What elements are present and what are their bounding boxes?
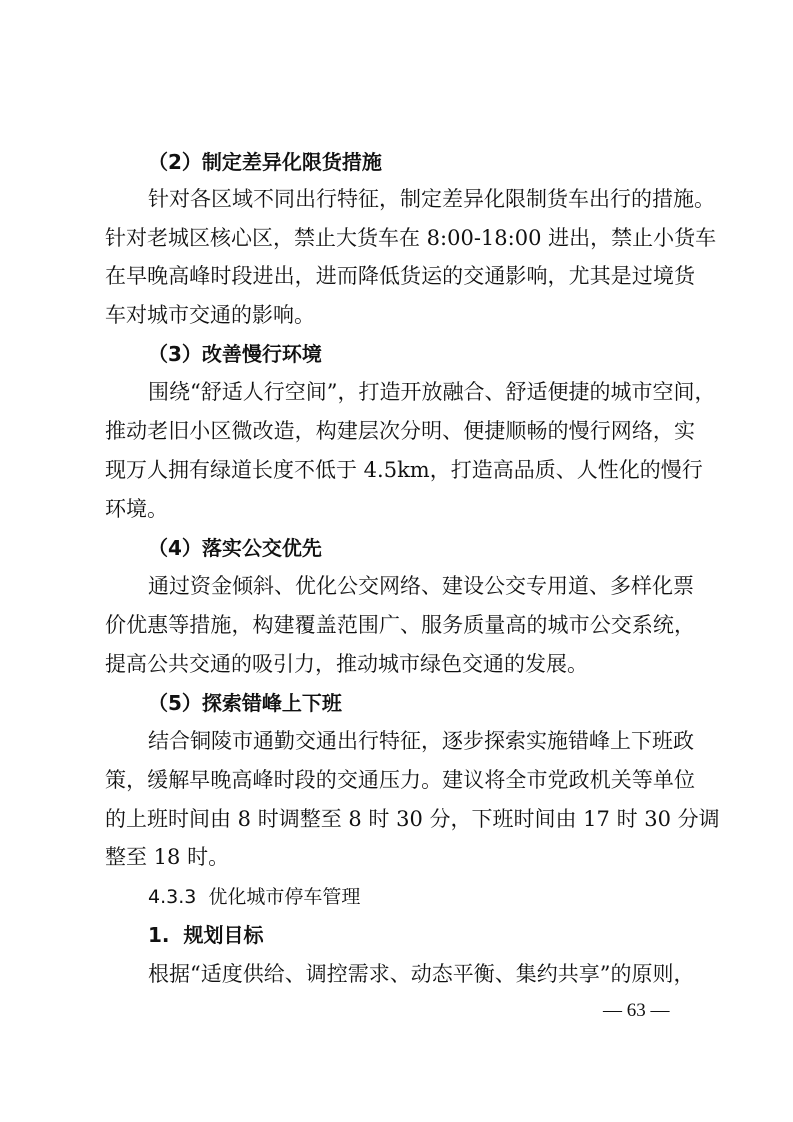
section-heading-3: （3）改善慢行环境: [148, 342, 322, 366]
subsection-title: 4.3.3 优化城市停车管理: [148, 886, 361, 908]
paragraph-line: 策，缓解早晚高峰时段的交通压力。建议将全市党政机关等单位: [105, 768, 695, 792]
item-heading-1: 1. 规划目标: [148, 923, 264, 947]
paragraph-line: 整至 18 时。: [105, 845, 230, 869]
section-heading-4: （4）落实公交优先: [148, 536, 322, 560]
paragraph-line: 围绕“舒适人行空间”，打造开放融合、舒适便捷的城市空间，: [148, 380, 716, 404]
paragraph-line: 的上班时间由 8 时调整至 8 时 30 分，下班时间由 17 时 30 分调: [105, 807, 720, 831]
paragraph-line: 针对老城区核心区，禁止大货车在 8:00-18:00 进出，禁止小货车: [105, 226, 717, 250]
paragraph-line: 环境。: [105, 497, 168, 521]
paragraph-line: 在早晚高峰时段进出，进而降低货运的交通影响，尤其是过境货: [105, 264, 695, 288]
paragraph-line: 价优惠等措施，构建覆盖范围广、服务质量高的城市公交系统，: [105, 613, 695, 637]
section-heading-5: （5）探索错峰上下班: [148, 691, 342, 715]
paragraph-line: 针对各区域不同出行特征，制定差异化限制货车出行的措施。: [148, 187, 715, 211]
paragraph-line: 根据“适度供给、调控需求、动态平衡、集约共享”的原则，: [148, 962, 695, 986]
paragraph-line: 现万人拥有绿道长度不低于 4.5km，打造高品质、人性化的慢行: [105, 458, 703, 482]
paragraph-line: 车对城市交通的影响。: [105, 303, 315, 327]
paragraph-line: 推动老旧小区微改造，构建层次分明、便捷顺畅的慢行网络，实: [105, 419, 695, 443]
section-heading-2: （2）制定差异化限货措施: [148, 150, 382, 174]
paragraph-line: 通过资金倾斜、优化公交网络、建设公交专用道、多样化票: [148, 574, 694, 598]
paragraph-line: 结合铜陵市通勤交通出行特征，逐步探索实施错峰上下班政: [148, 729, 694, 753]
paragraph-line: 提高公共交通的吸引力，推动城市绿色交通的发展。: [105, 652, 588, 676]
page-number: — 63 —: [603, 1000, 670, 1021]
